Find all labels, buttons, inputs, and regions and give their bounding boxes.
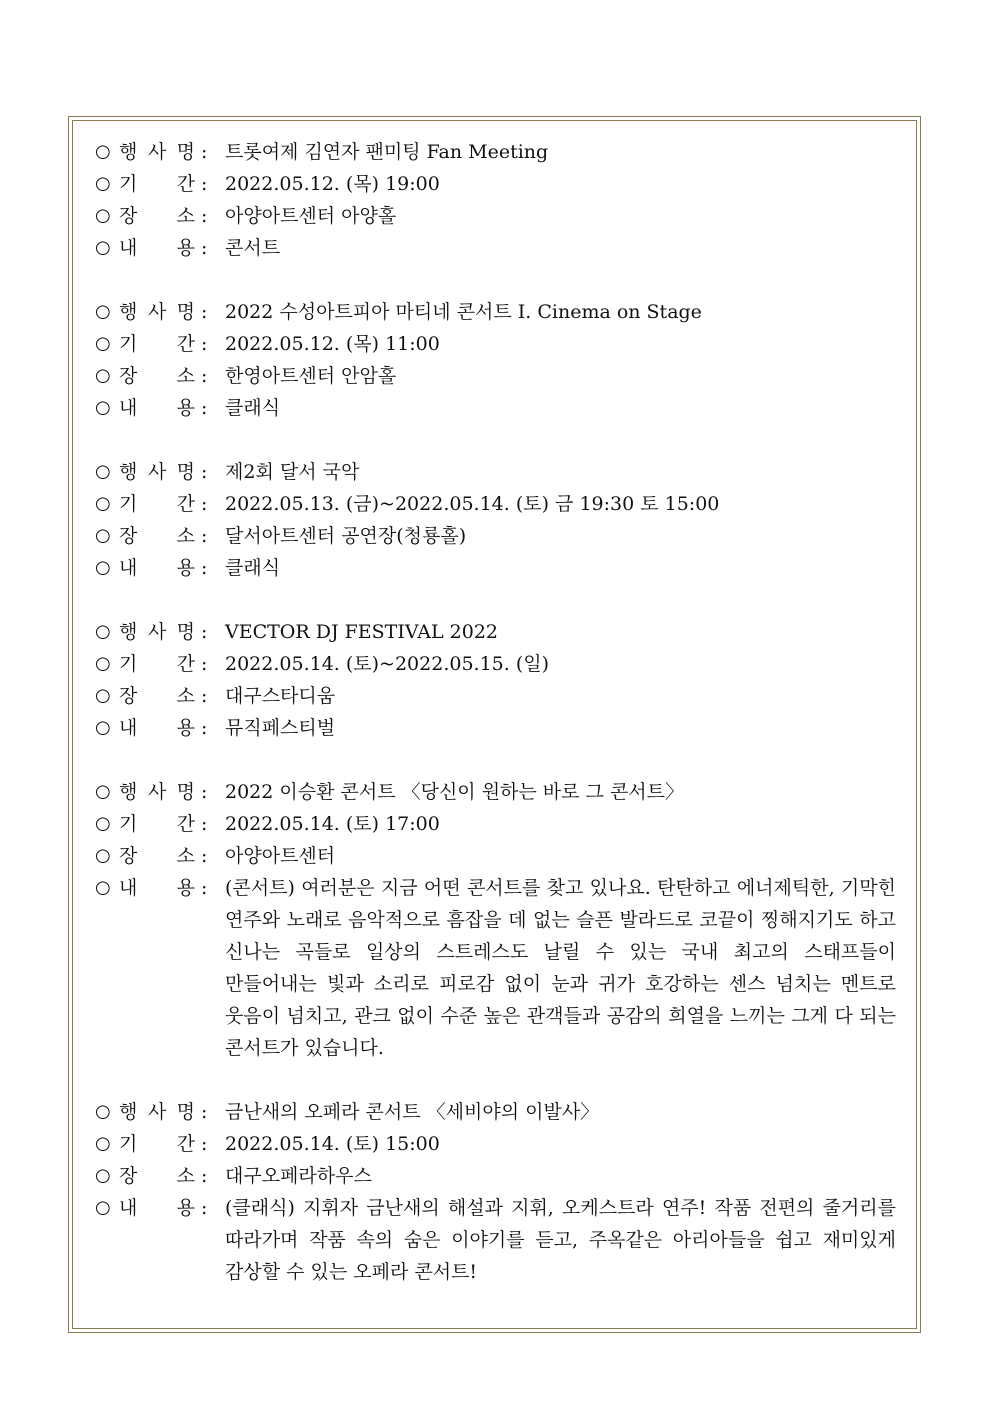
field-colon: : — [201, 877, 208, 899]
field-colon: : — [201, 173, 208, 195]
label-char: 장 — [119, 205, 138, 227]
event-place: 아양아트센터 — [225, 845, 336, 867]
label-char: 간 — [176, 493, 195, 515]
field-label-content — [119, 712, 199, 744]
label-char: 소 — [176, 205, 195, 227]
field-label-period — [119, 648, 199, 680]
event-name-row — [95, 136, 900, 168]
event-content-row — [95, 712, 900, 744]
event-name-row — [95, 776, 900, 808]
event-content-row — [95, 872, 900, 1064]
field-colon: : — [201, 237, 208, 259]
event-name: 트롯여제 김연자 팬미팅 Fan Meeting — [225, 141, 549, 163]
event-name: VECTOR DJ FESTIVAL 2022 — [225, 621, 499, 643]
event-content: 뮤직페스티벌 — [225, 717, 336, 739]
label-char: 소 — [176, 685, 195, 707]
label-char: 명 — [176, 301, 195, 323]
label-char: 행 — [119, 1101, 138, 1123]
field-label-name — [119, 616, 199, 648]
event-place-row — [95, 200, 900, 232]
event-content-row — [95, 392, 900, 424]
label-char: 행 — [119, 141, 138, 163]
event-place: 달서아트센터 공연장(청룡홀) — [225, 525, 467, 547]
label-char: 기 — [119, 1133, 138, 1155]
label-char: 용 — [176, 237, 195, 259]
label-char: 사 — [147, 301, 167, 323]
label-char: 사 — [147, 1101, 167, 1123]
circle-bullet-icon: ○ — [95, 1101, 111, 1122]
field-label-content — [119, 1192, 199, 1224]
label-char: 용 — [176, 1197, 195, 1219]
label-char: 기 — [119, 653, 138, 675]
event-place: 한영아트센터 안암홀 — [225, 365, 397, 387]
circle-bullet-icon: ○ — [95, 141, 111, 162]
field-label-name — [119, 456, 199, 488]
event-period: 2022.05.14. (토) 15:00 — [225, 1133, 440, 1155]
event-name: 2022 수성아트피아 마티네 콘서트 Ⅰ. Cinema on Stage — [225, 301, 702, 323]
field-colon: : — [201, 493, 208, 515]
field-label-period — [119, 488, 199, 520]
circle-bullet-icon: ○ — [95, 205, 111, 226]
circle-bullet-icon: ○ — [95, 1165, 111, 1186]
label-char: 내 — [119, 557, 138, 579]
label-char: 소 — [176, 525, 195, 547]
circle-bullet-icon: ○ — [95, 365, 111, 386]
event-name-row — [95, 456, 900, 488]
label-char: 기 — [119, 333, 138, 355]
label-char: 용 — [176, 717, 195, 739]
circle-bullet-icon: ○ — [95, 717, 111, 738]
field-colon: : — [201, 1101, 208, 1123]
field-label-period — [119, 168, 199, 200]
label-char: 명 — [176, 461, 195, 483]
label-char: 간 — [176, 173, 195, 195]
field-colon: : — [201, 301, 208, 323]
field-colon: : — [201, 845, 208, 867]
circle-bullet-icon: ○ — [95, 461, 111, 482]
label-char: 기 — [119, 493, 138, 515]
label-char: 소 — [176, 845, 195, 867]
field-label-place — [119, 680, 199, 712]
event-item — [95, 296, 900, 424]
event-period: 2022.05.14. (토) 17:00 — [225, 813, 440, 835]
field-colon: : — [201, 621, 208, 643]
label-char: 내 — [119, 717, 138, 739]
label-char: 장 — [119, 685, 138, 707]
field-colon: : — [201, 781, 208, 803]
label-char: 간 — [176, 653, 195, 675]
field-colon: : — [201, 333, 208, 355]
event-list — [95, 136, 900, 1320]
field-colon: : — [201, 1197, 208, 1219]
event-content: (클래식) 지휘자 금난새의 해설과 지휘, 오케스트라 연주! 작품 전편의 줄거리를 따라가며 작품 속의 숨은 이야기를 듣고, 주옥같은 아리아들을 쉽고 재미있게 감상할 수 있는 오페라 콘서트! — [225, 1197, 896, 1283]
field-colon: : — [201, 813, 208, 835]
event-place: 아양아트센터 아양홀 — [225, 205, 397, 227]
label-char: 용 — [176, 877, 195, 899]
label-char: 행 — [119, 301, 138, 323]
field-label-period — [119, 328, 199, 360]
event-content-row — [95, 1192, 900, 1288]
label-char: 내 — [119, 397, 138, 419]
field-colon: : — [201, 205, 208, 227]
event-place-row — [95, 520, 900, 552]
event-period: 2022.05.13. (금)~2022.05.14. (토) 금 19:30 토 15:00 — [225, 493, 720, 515]
circle-bullet-icon: ○ — [95, 685, 111, 706]
event-period-row — [95, 328, 900, 360]
field-label-place — [119, 1160, 199, 1192]
event-period: 2022.05.14. (토)~2022.05.15. (일) — [225, 653, 550, 675]
event-name: 금난새의 오페라 콘서트 〈세비야의 이발사〉 — [225, 1101, 600, 1123]
field-label-content — [119, 552, 199, 584]
event-item — [95, 1096, 900, 1288]
event-period-row — [95, 808, 900, 840]
event-period-row — [95, 168, 900, 200]
circle-bullet-icon: ○ — [95, 813, 111, 834]
label-char: 장 — [119, 845, 138, 867]
circle-bullet-icon: ○ — [95, 877, 111, 898]
field-label-place — [119, 200, 199, 232]
field-colon: : — [201, 397, 208, 419]
field-colon: : — [201, 525, 208, 547]
event-place-row — [95, 680, 900, 712]
label-char: 행 — [119, 781, 138, 803]
label-char: 장 — [119, 525, 138, 547]
circle-bullet-icon: ○ — [95, 653, 111, 674]
event-period-row — [95, 488, 900, 520]
event-content: 클래식 — [225, 397, 281, 419]
circle-bullet-icon: ○ — [95, 493, 111, 514]
label-char: 장 — [119, 1165, 138, 1187]
field-colon: : — [201, 717, 208, 739]
event-content-row — [95, 232, 900, 264]
field-colon: : — [201, 461, 208, 483]
circle-bullet-icon: ○ — [95, 301, 111, 322]
label-char: 행 — [119, 621, 138, 643]
label-char: 사 — [147, 621, 167, 643]
circle-bullet-icon: ○ — [95, 173, 111, 194]
field-label-name — [119, 1096, 199, 1128]
field-colon: : — [201, 365, 208, 387]
label-char: 명 — [176, 141, 195, 163]
event-place-row — [95, 360, 900, 392]
event-name-row — [95, 1096, 900, 1128]
circle-bullet-icon: ○ — [95, 845, 111, 866]
field-label-content — [119, 872, 199, 904]
field-label-place — [119, 520, 199, 552]
label-char: 명 — [176, 1101, 195, 1123]
field-label-name — [119, 296, 199, 328]
event-content-row — [95, 552, 900, 584]
event-item — [95, 456, 900, 584]
event-place: 대구스타디움 — [225, 685, 336, 707]
event-period-row — [95, 648, 900, 680]
circle-bullet-icon: ○ — [95, 557, 111, 578]
event-place-row — [95, 840, 900, 872]
field-colon: : — [201, 1133, 208, 1155]
circle-bullet-icon: ○ — [95, 781, 111, 802]
label-char: 간 — [176, 333, 195, 355]
label-char: 행 — [119, 461, 138, 483]
label-char: 내 — [119, 877, 138, 899]
field-colon: : — [201, 557, 208, 579]
event-name-row — [95, 296, 900, 328]
label-char: 사 — [147, 781, 167, 803]
field-label-period — [119, 808, 199, 840]
event-item — [95, 776, 900, 1064]
circle-bullet-icon: ○ — [95, 397, 111, 418]
field-label-name — [119, 136, 199, 168]
circle-bullet-icon: ○ — [95, 525, 111, 546]
label-char: 소 — [176, 365, 195, 387]
field-colon: : — [201, 141, 208, 163]
field-label-place — [119, 360, 199, 392]
field-label-period — [119, 1128, 199, 1160]
event-item — [95, 616, 900, 744]
circle-bullet-icon: ○ — [95, 333, 111, 354]
event-name: 제2회 달서 국악 — [225, 461, 360, 483]
event-period: 2022.05.12. (목) 19:00 — [225, 173, 440, 195]
event-content: 콘서트 — [225, 237, 281, 259]
label-char: 사 — [147, 461, 167, 483]
field-colon: : — [201, 653, 208, 675]
label-char: 장 — [119, 365, 138, 387]
label-char: 내 — [119, 237, 138, 259]
label-char: 용 — [176, 397, 195, 419]
circle-bullet-icon: ○ — [95, 1133, 111, 1154]
label-char: 용 — [176, 557, 195, 579]
label-char: 명 — [176, 781, 195, 803]
event-period: 2022.05.12. (목) 11:00 — [225, 333, 440, 355]
field-colon: : — [201, 685, 208, 707]
field-label-content — [119, 232, 199, 264]
event-name: 2022 이승환 콘서트 〈당신이 원하는 바로 그 콘서트〉 — [225, 781, 685, 803]
event-content: (콘서트) 여러분은 지금 어떤 콘서트를 찾고 있나요. 탄탄하고 에너제틱한, 기막힌 연주와 노래로 음악적으로 흠잡을 데 없는 슬픈 발라드로 코끝이 찡해지기도 하고 신나는 곡들로 일상의 스트레스도 날릴 수 있는 국내 최고의 스태프들이 만들어내는 빛과 소리로 피로감 없이 눈과 귀가 호강하는 센스 넘치는 멘트로 웃음이 넘치고, 관크 없이 수준 높은 관객들과 공감의 희열을 느끼는 그게 다 되는 콘서트가 있습니다. — [225, 877, 896, 1059]
label-char: 소 — [176, 1165, 195, 1187]
event-place-row — [95, 1160, 900, 1192]
label-char: 사 — [147, 141, 167, 163]
field-label-name — [119, 776, 199, 808]
label-char: 명 — [176, 621, 195, 643]
circle-bullet-icon: ○ — [95, 1197, 111, 1218]
event-period-row — [95, 1128, 900, 1160]
label-char: 간 — [176, 1133, 195, 1155]
field-label-content — [119, 392, 199, 424]
label-char: 간 — [176, 813, 195, 835]
label-char: 기 — [119, 173, 138, 195]
event-content: 클래식 — [225, 557, 281, 579]
event-place: 대구오페라하우스 — [225, 1165, 372, 1187]
event-name-row — [95, 616, 900, 648]
label-char: 기 — [119, 813, 138, 835]
field-label-place — [119, 840, 199, 872]
label-char: 내 — [119, 1197, 138, 1219]
event-item — [95, 136, 900, 264]
circle-bullet-icon: ○ — [95, 621, 111, 642]
field-colon: : — [201, 1165, 208, 1187]
circle-bullet-icon: ○ — [95, 237, 111, 258]
